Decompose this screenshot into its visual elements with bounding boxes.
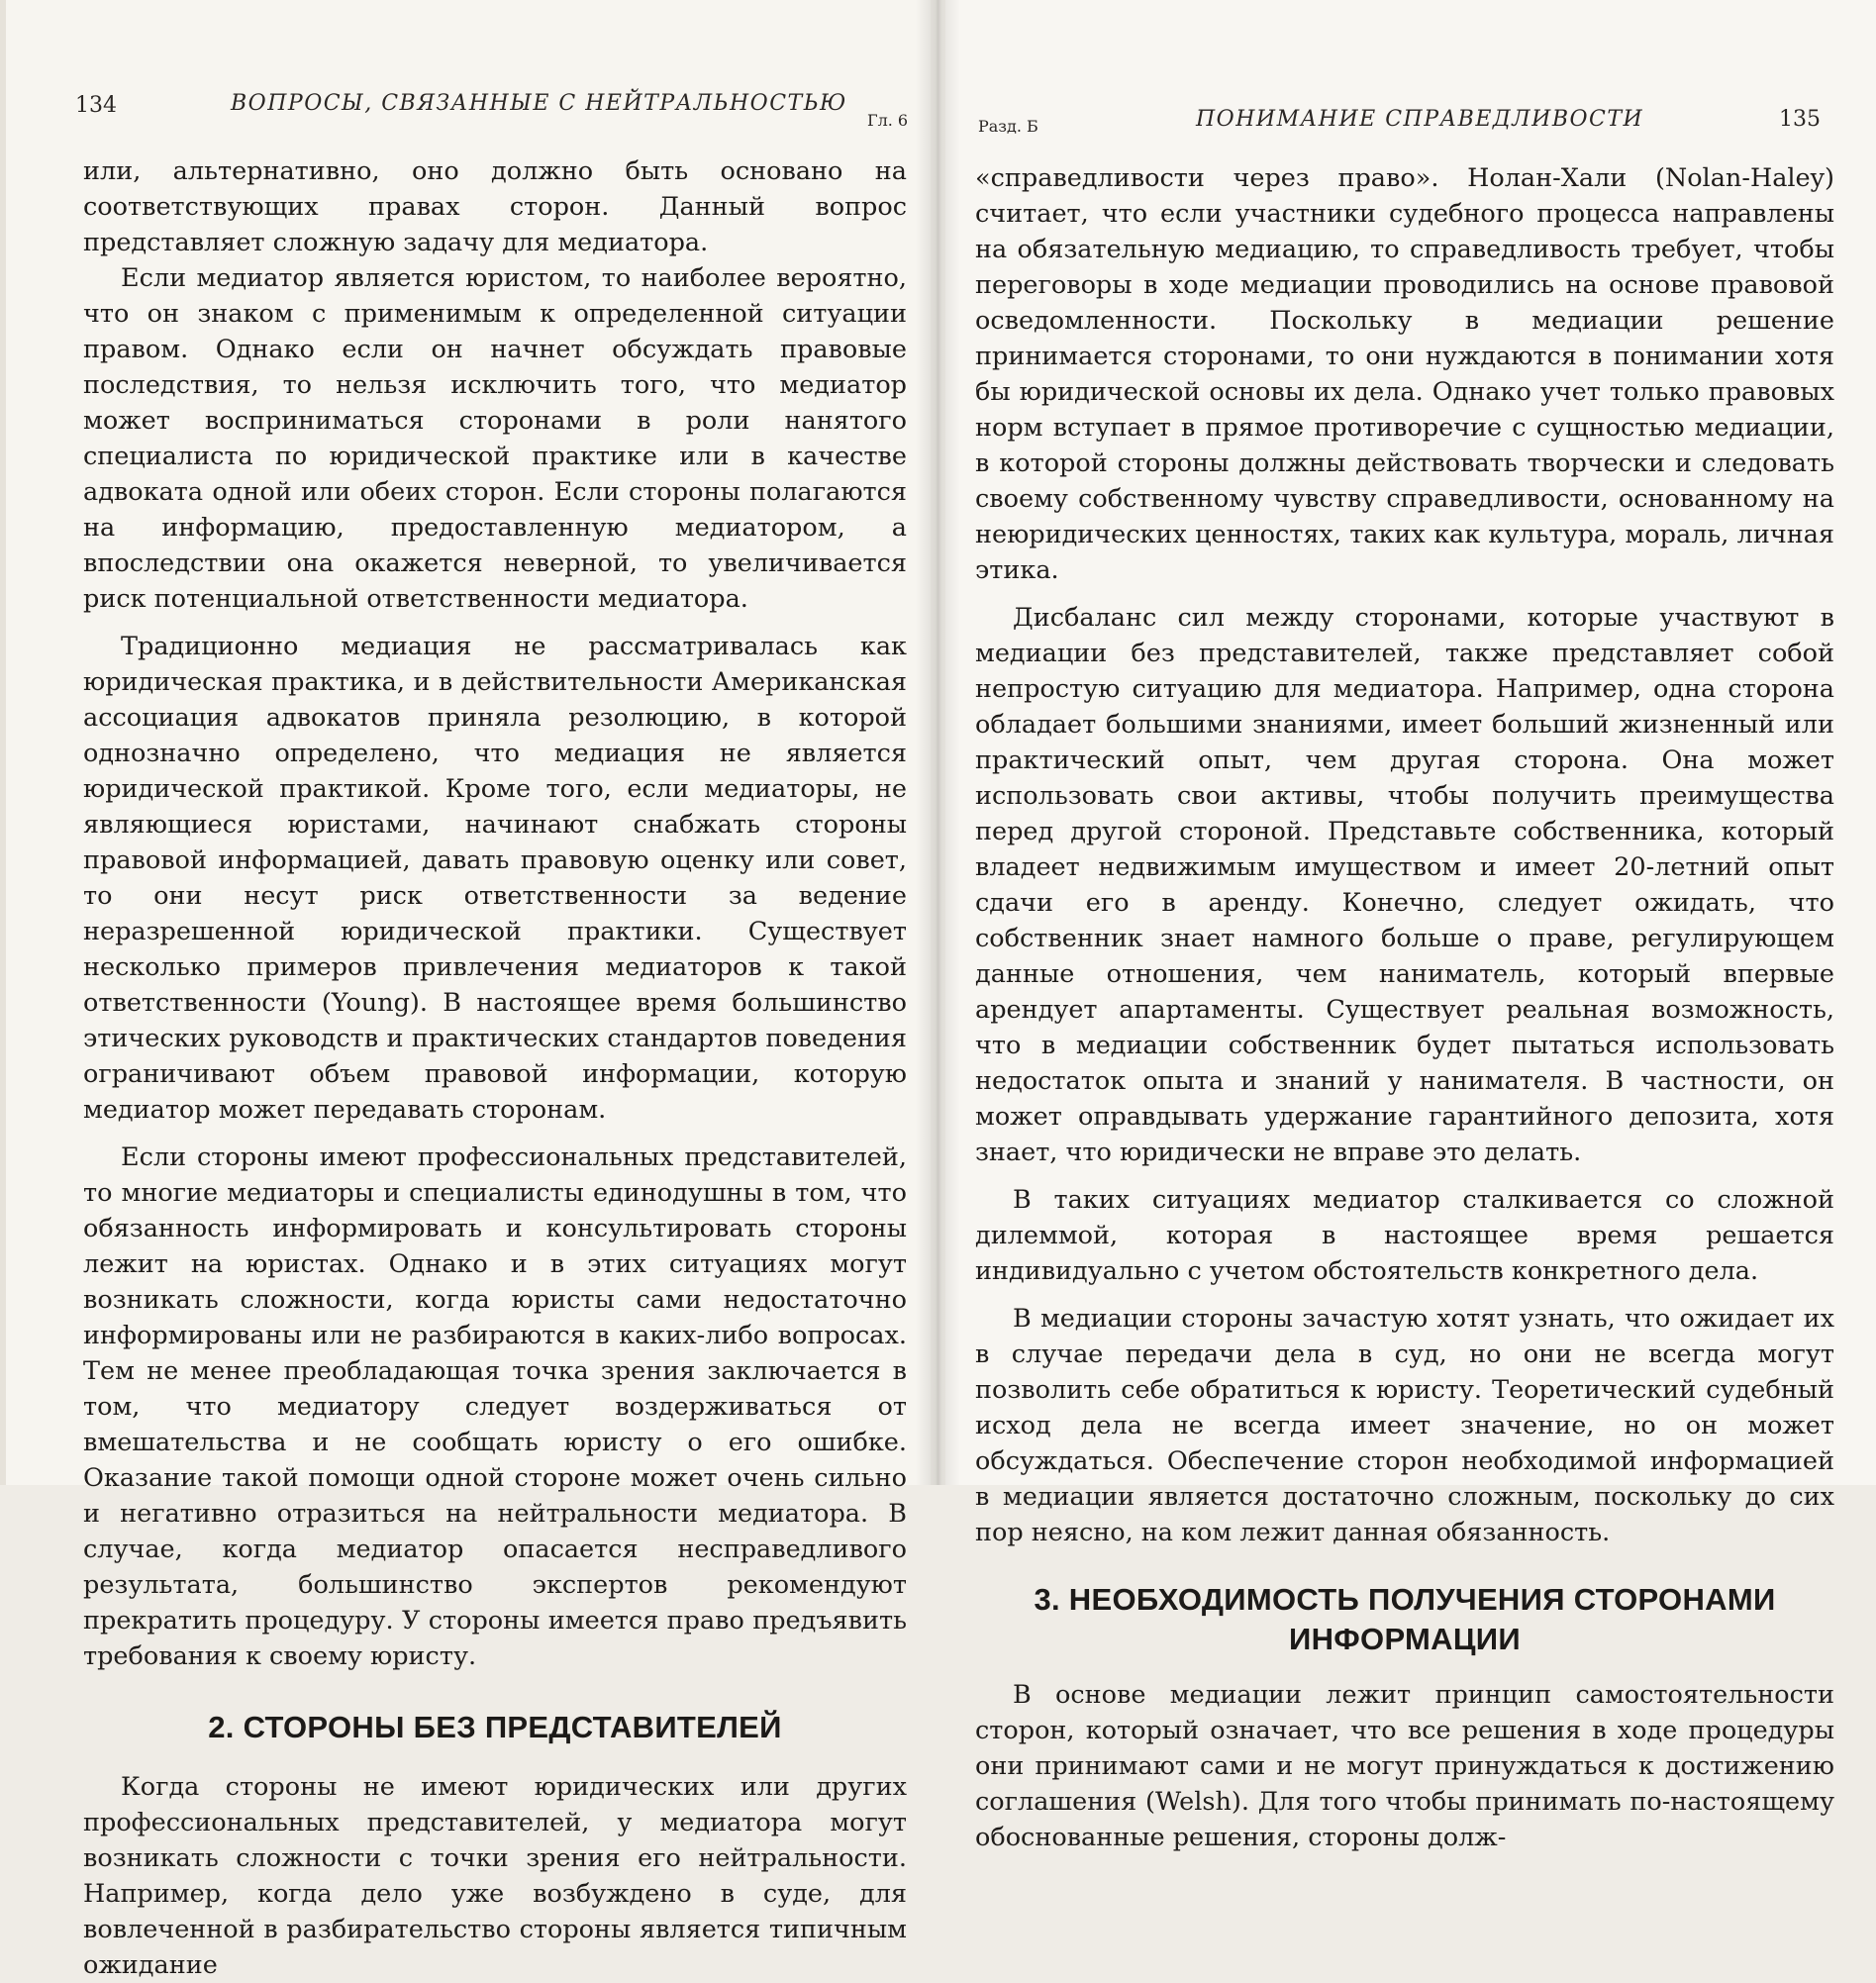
left-page-number: 134 [75,93,117,118]
paragraph: Если стороны имеют профессиональных представителей, то многие медиаторы и специалисты единодушны в том, что обязанность информировать и консультировать стороны лежит на юристах. Однако и в этих ситуациях могут возникать сложности, когда юристы сами недостаточно информированы или не разбираются в каких-либо вопросах. Тем не менее преобладающая точка зрения заключается в том, что медиатору следует воздерживаться от вмешательства и не сообщать юристу о его ошибке. Оказание такой помощи одной стороне может очень сильно и негативно отразиться на нейтральности медиатора. В случае, когда медиатор опасается несправедливого результата, большинство экспертов рекомендуют прекратить процедуру. У стороны имеется право предъявить требования к своему юристу. [83,1142,907,1671]
left-section-mark: Гл. 6 [867,111,909,130]
right-section-mark: Разд. Б [978,117,1038,136]
left-page [0,0,931,1980]
paragraph: или, альтернативно, оно должно быть основано на соответствующих правах сторон. Данный вопрос представляет сложную задачу для медиатора. [83,156,907,257]
left-running-head: ВОПРОСЫ, СВЯЗАННЫЕ С НЕЙТРАЛЬНОСТЬЮ [231,91,847,116]
paragraph: Если медиатор является юристом, то наиболее вероятно, что он знаком с применимым к определенной ситуации правом. Однако если он начнет обсуждать правовые последствия, то нельзя исключить того, что медиатор может восприниматься сторонами в роли нанятого специалиста по юридической практике или в качестве адвоката одной или обеих сторон. Если стороны полагаются на информацию, предоставленную медиатором, а впоследствии она окажется неверной, то увеличивается риск потенциальной ответственности медиатора. [83,263,907,614]
paragraph: Дисбаланс сил между сторонами, которые участвуют в медиации без представителей, также представляет собой непростую ситуацию для медиатора. Например, одна сторона обладает большими знаниями, имеет больший жизненный или практический опыт, чем другая сторона. Она может использовать свои активы, чтобы получить преимущества перед другой стороной. Представьте собственника, который владеет недвижимым имуществом и имеет 20-летний опыт сдачи его в аренду. Конечно, следует ожидать, что собственник знает намного больше о праве, регулирующем данные отношения, чем наниматель, который впервые арендует апартаменты. Существует реальная возможность, что в медиации собственник будет пытаться использовать недостаток опыта и знаний у нанимателя. В частности, он может оправдывать удержание гарантийного депозита, хотя знает, что юридически не вправе это делать. [975,603,1834,1167]
left-body-text [83,153,907,1983]
right-running-head: ПОНИМАНИЕ СПРАВЕДЛИВОСТИ [1196,107,1644,132]
paragraph: В медиации стороны зачастую хотят узнать, что ожидает их в случае передачи дела в суд, но они не всегда могут позволить себе обратиться к юристу. Теоретический судебный исход дела не всегда имеет значение, но он может обсуждаться. Обеспечение сторон необходимой информацией в медиации является достаточно сложным, поскольку до сих пор неясно, на ком лежит данная обязанность. [975,1304,1834,1547]
section-heading: 2. СТОРОНЫ БЕЗ ПРЕДСТАВИТЕЛЕЙ [208,1710,782,1744]
paragraph: В основе медиации лежит принцип самостоятельности сторон, который означает, что все решения в ходе процедуры они принимают сами и не могут принуждаться к достижению соглашения (Welsh). Для того чтобы принимать по-настоящему обоснованные решения, стороны долж- [975,1680,1834,1852]
section-heading: 3. НЕОБХОДИМОСТЬ ПОЛУЧЕНИЯ СТОРОНАМИ ИНФОРМАЦИИ [1034,1582,1776,1656]
right-body-text [975,160,1834,1855]
book-gutter [916,0,960,1485]
paragraph: Традиционно медиация не рассматривалась как юридическая практика, и в действительности Американская ассоциация адвокатов приняла резолюцию, в которой однозначно определено, что медиация не является юридической практикой. Кроме того, если медиаторы, не являющиеся юристами, начинают снабжать стороны правовой информацией, давать правовую оценку или совет, то они несут риск ответственности за ведение неразрешенной юридической практики. Существует несколько примеров привлечения медиаторов к такой ответственности (Young). В настоящее время большинство этических руководств и практических стандартов поведения ограничивают объем правовой информации, которую медиатор может передавать сторонам. [83,632,907,1125]
paragraph: «справедливости через право». Нолан-Хали (Nolan-Haley) считает, что если участники судебного процесса направлены на обязательную медиацию, то справедливость требует, чтобы переговоры в ходе медиации проводились на основе правовой осведомленности. Поскольку в медиации решение принимается сторонами, то они нуждаются в понимании хотя бы юридической основы их дела. Однако учет только правовых норм вступает в прямое противоречие с сущностью медиации, в которой стороны должны действовать творчески и следовать своему собственному чувству справедливости, основанному на неюридических ценностях, таких как культура, мораль, личная этика. [975,163,1834,585]
page-edge [0,0,6,1485]
paragraph: Когда стороны не имеют юридических или других профессиональных представителей, у медиатора могут возникать сложности с точки зрения его нейтральности. Например, когда дело уже возбуждено в суде, для вовлеченной в разбирательство стороны является типичным ожидание [83,1772,907,1980]
right-page [945,0,1876,1852]
paragraph: В таких ситуациях медиатор сталкивается со сложной дилеммой, которая в настоящее время решается индивидуально с учетом обстоятельств конкретного дела. [975,1185,1834,1286]
right-page-number: 135 [1779,107,1821,132]
